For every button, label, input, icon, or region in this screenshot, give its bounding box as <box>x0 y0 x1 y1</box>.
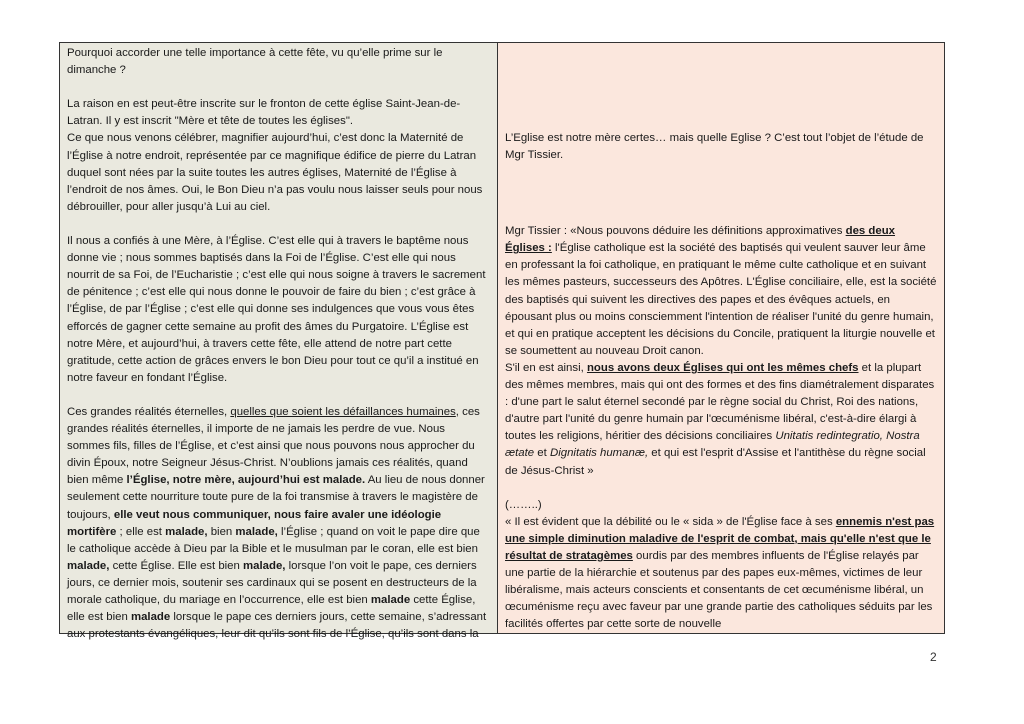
text-run: cette Église, elle est bien <box>67 594 476 624</box>
bold-text: malade, <box>165 525 208 538</box>
left-paragraph-2b: Ce que nous venons célébrer, magnifier aujourd’hui, c’est donc la Maternité de l’Église à notre endroit, représentée par ce magnifique édifice de pierre du Latran duquel sont nées par la suite toutes les autres églises, Maternité de l’Église à l’endroit de nos âmes. Oui, le Bon Dieu n’a pas voulu nous laisser seuls pour nous débrouiller, pour aller jusqu’à Lui au ciel. <box>67 132 483 213</box>
left-column <box>60 43 498 641</box>
text-run: « Il est évident que la débilité ou le « sida » de l'Église face à ses <box>505 515 836 528</box>
text-run: l’Église ; quand on voit le pape dire que le catholique accède à Dieu par la Bible et le musulman par le coran, elle est bien <box>67 525 480 555</box>
right-column <box>498 43 944 633</box>
text-run: S'il en est ainsi, <box>505 361 587 374</box>
text-run: Au lieu de nous donner seulement cette nourriture toute pure de la foi transmise à travers le magistère de toujours, <box>67 474 485 521</box>
italic-text: Unitatis redintegratio, Nostra ætate <box>505 430 920 460</box>
bold-text: elle veut nous communiquer, nous faire avaler une idéologie mortifère <box>67 508 442 538</box>
text-run: , ces grandes réalités éternelles, il importe de ne jamais les perdre de vue. Nous sommes fils, filles de l’Église, et c’est ainsi que nous pouvons nous approcher du divin Époux, notre Seigneur Jésus-Christ. N’oublions jamais ces réalités, quand bien même <box>67 405 480 487</box>
text-run: l'Église catholique est la société des baptisés qui veulent sauver leur âme en professant la foi catholique, en pratiquant le même culte catholique et en suivant les mêmes pasteurs, successeurs des Apôtres. L'Église conciliaire, elle, est la société des baptisés qui suivent les directives des papes et des évêques actuels, en épousant plus ou moins consciemment l'intention de réaliser l'unité du genre humain, et qui en pratique acceptent les décisions du Concile, pratiquent la liturgie nouvelle et se soumettent au nouveau Droit canon. <box>505 242 937 357</box>
text-run: Ces grandes réalités éternelles, <box>67 405 231 418</box>
page-number: 2 <box>930 650 937 664</box>
underlined-text: quelles que soient les défaillances humaines <box>230 405 456 418</box>
bold-underlined-text: nous avons deux Églises qui ont les mêmes chefs <box>586 361 859 374</box>
italic-text: Dignitatis humanæ, <box>549 447 649 460</box>
bold-underlined-text: ennemis n'est pas une simple diminution maladive de l'esprit de combat, mais qu'elle n'est que le résultat de stratagèmes <box>505 515 935 562</box>
text-run: ourdis par des membres influents de l'Église relayés par une partie de la hiérarchie et soutenus par des papes eux-mêmes, victimes de leur libéralisme, mais acteurs conscients et consentants de cet œcuménisme libéral, un œcuménisme reçu avec faveur par une grande partie des catholiques séduits par les facilités offertes par cette sorte de nouvelle <box>505 549 933 631</box>
text-run: et <box>534 447 550 460</box>
bold-text: malade, <box>243 559 286 572</box>
left-paragraph-4 <box>67 404 491 643</box>
left-paragraph-2a: La raison en est peut-être inscrite sur le fronton de cette église Saint-Jean-de-Latran. Il y est inscrit "Mère et tête de toutes les églises". <box>67 98 461 128</box>
right-paragraph-1: L’Eglise est notre mère certes… mais quelle Eglise ? C’est tout l’objet de l’étude de Mgr Tissier. <box>505 132 924 162</box>
text-run: Mgr Tissier : «Nous pouvons déduire les définitions approximatives <box>505 225 846 238</box>
text-run: ; elle est <box>116 525 166 538</box>
text-run: lorsque le pape ces derniers jours, cette semaine, s’adressant aux protestants évangéliques, leur dit qu’ils sont fils de l’Église, qu’ils sont dans la <box>67 611 487 641</box>
bold-text: malade, <box>235 525 278 538</box>
bold-text: l’Église, notre mère, aujourd’hui est malade. <box>126 474 366 487</box>
text-run: bien <box>207 525 236 538</box>
right-paragraph-4: (……..) <box>505 498 542 511</box>
text-run: cette Église. Elle est bien <box>109 559 244 572</box>
left-paragraph-1: Pourquoi accorder une telle importance à cette fête, vu qu’elle prime sur le dimanche ? <box>67 47 443 77</box>
text-run: et qui est l'esprit d'Assise et l'antithèse du règne social de Jésus-Christ » <box>505 447 926 477</box>
bold-underlined-text: des deux Églises : <box>505 225 896 255</box>
bold-text: malade <box>130 611 171 624</box>
text-run: lorsque l’on voit le pape, ces derniers jours, ce dernier mois, soutenir ses cardinaux qui se posent en destructeurs de la morale catholique, du mariage en l’occurrence, elle est bien <box>67 559 477 606</box>
right-paragraph-2 <box>505 223 938 360</box>
bold-text: malade <box>370 594 411 606</box>
right-paragraph-5 <box>505 514 938 634</box>
bold-text: malade, <box>67 559 110 572</box>
right-paragraph-3 <box>505 360 938 480</box>
left-paragraph-3: Il nous a confiés à une Mère, à l’Église. C’est elle qui à travers le baptême nous donne vie ; nous sommes baptisés dans la Foi de l’Église. C’est elle qui nous nourrit de sa Foi, de l’Eucharistie ; c’est elle qui nous soigne à travers le sacrement de pénitence ; c’est elle qui nous donne le pouvoir de faire du bien ; c’est grâce à l’Église, de par l’Église ; c’est elle qui donne ses indulgences que vous vous êtes efforcés de gagner cette semaine au profit des âmes du Purgatoire. L’Église est notre Mère, et aujourd’hui, à travers cette fête, elle attend de notre part cette gratitude, cette action de grâces envers le bon Dieu pour tout ce qu’il a institué en notre faveur en fondant l’Église. <box>67 235 486 384</box>
text-run: et la plupart des mêmes membres, mais qui ont des formes et des fins diamétralement disparates : d'une part le salut éternel secondé par le règne social du Christ, Roi des nations, d'autre part l'unité du genre humain par l'œcuménisme libéral, c'est-à-dire élargi à toutes les religions, héritier des décisions conciliaires <box>505 361 935 443</box>
two-column-table <box>59 42 945 641</box>
